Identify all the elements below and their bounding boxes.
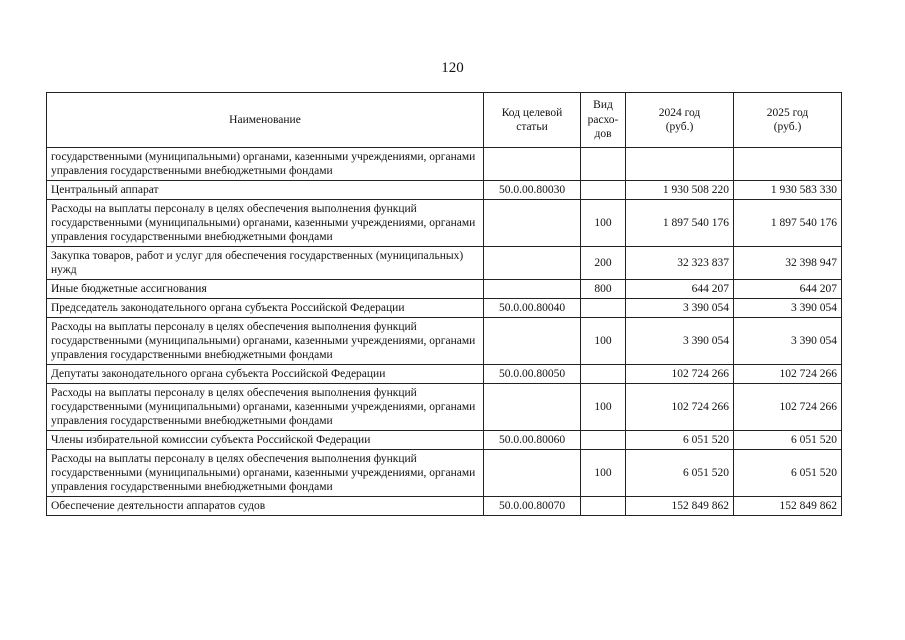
cell-code: 50.0.00.80040: [484, 299, 581, 318]
cell-type: [581, 299, 626, 318]
table-row: [47, 365, 842, 384]
cell-type: [581, 181, 626, 200]
cell-name: Иные бюджетные ассигнования: [47, 280, 484, 299]
cell-2024: 644 207: [626, 280, 734, 299]
cell-type: [581, 365, 626, 384]
cell-type: [581, 148, 626, 181]
cell-2025: 1 930 583 330: [734, 181, 842, 200]
table-header-row: [47, 93, 842, 148]
cell-2025: 6 051 520: [734, 450, 842, 497]
cell-name: государственными (муниципальными) органами, казенными учреждениями, органами управления государственными внебюджетными фондами: [47, 148, 484, 181]
cell-code: [484, 148, 581, 181]
header-name: Наименование: [47, 93, 484, 148]
cell-code: [484, 200, 581, 247]
cell-name: Председатель законодательного органа субъекта Российской Федерации: [47, 299, 484, 318]
budget-table: [46, 92, 842, 516]
cell-name: Члены избирательной комиссии субъекта Российской Федерации: [47, 431, 484, 450]
page-number: 120: [441, 60, 464, 76]
cell-2024: [626, 148, 734, 181]
cell-2025: 644 207: [734, 280, 842, 299]
cell-2025: 32 398 947: [734, 247, 842, 280]
header-code: Код целевой статьи: [484, 93, 581, 148]
cell-name: Расходы на выплаты персоналу в целях обеспечения выполнения функций государственными (муниципальными) органами, казенными учреждениями, органами управления государственными внебюджетными фондами: [47, 318, 484, 365]
cell-name: Центральный аппарат: [47, 181, 484, 200]
cell-2024: 6 051 520: [626, 450, 734, 497]
cell-2025: 1 897 540 176: [734, 200, 842, 247]
table-row: [47, 200, 842, 247]
table-row: [47, 497, 842, 516]
cell-2025: [734, 148, 842, 181]
cell-2024: 6 051 520: [626, 431, 734, 450]
header-type: Вид расхо- дов: [581, 93, 626, 148]
cell-name: Расходы на выплаты персоналу в целях обеспечения выполнения функций государственными (муниципальными) органами, казенными учреждениями, органами управления государственными внебюджетными фондами: [47, 200, 484, 247]
cell-2024: 1 930 508 220: [626, 181, 734, 200]
table-row: [47, 280, 842, 299]
cell-2025: 3 390 054: [734, 299, 842, 318]
cell-code: [484, 318, 581, 365]
cell-2025: 152 849 862: [734, 497, 842, 516]
cell-name: Расходы на выплаты персоналу в целях обеспечения выполнения функций государственными (муниципальными) органами, казенными учреждениями, органами управления государственными внебюджетными фондами: [47, 384, 484, 431]
cell-2024: 3 390 054: [626, 299, 734, 318]
table-row: [47, 384, 842, 431]
cell-code: [484, 450, 581, 497]
cell-2025: 102 724 266: [734, 365, 842, 384]
cell-code: [484, 280, 581, 299]
cell-type: [581, 431, 626, 450]
cell-name: Обеспечение деятельности аппаратов судов: [47, 497, 484, 516]
cell-2025: 102 724 266: [734, 384, 842, 431]
cell-name: Закупка товаров, работ и услуг для обеспечения государственных (муниципальных) нужд: [47, 247, 484, 280]
cell-code: [484, 247, 581, 280]
table-row: [47, 247, 842, 280]
cell-type: 100: [581, 200, 626, 247]
cell-code: 50.0.00.80050: [484, 365, 581, 384]
cell-code: 50.0.00.80060: [484, 431, 581, 450]
cell-type: 100: [581, 384, 626, 431]
cell-code: 50.0.00.80030: [484, 181, 581, 200]
table-row: [47, 148, 842, 181]
cell-code: [484, 384, 581, 431]
cell-2024: 152 849 862: [626, 497, 734, 516]
table-row: [47, 318, 842, 365]
cell-2025: 6 051 520: [734, 431, 842, 450]
header-2025: 2025 год (руб.): [734, 93, 842, 148]
cell-type: 100: [581, 318, 626, 365]
cell-code: 50.0.00.80070: [484, 497, 581, 516]
cell-2024: 102 724 266: [626, 365, 734, 384]
cell-type: [581, 497, 626, 516]
cell-type: 200: [581, 247, 626, 280]
cell-type: 800: [581, 280, 626, 299]
cell-2024: 32 323 837: [626, 247, 734, 280]
cell-name: Депутаты законодательного органа субъекта Российской Федерации: [47, 365, 484, 384]
cell-name: Расходы на выплаты персоналу в целях обеспечения выполнения функций государственными (муниципальными) органами, казенными учреждениями, органами управления государственными внебюджетными фондами: [47, 450, 484, 497]
table-row: [47, 431, 842, 450]
cell-2024: 3 390 054: [626, 318, 734, 365]
cell-type: 100: [581, 450, 626, 497]
table-row: [47, 299, 842, 318]
cell-2025: 3 390 054: [734, 318, 842, 365]
cell-2024: 1 897 540 176: [626, 200, 734, 247]
header-2024: 2024 год (руб.): [626, 93, 734, 148]
table-row: [47, 181, 842, 200]
table-row: [47, 450, 842, 497]
cell-2024: 102 724 266: [626, 384, 734, 431]
